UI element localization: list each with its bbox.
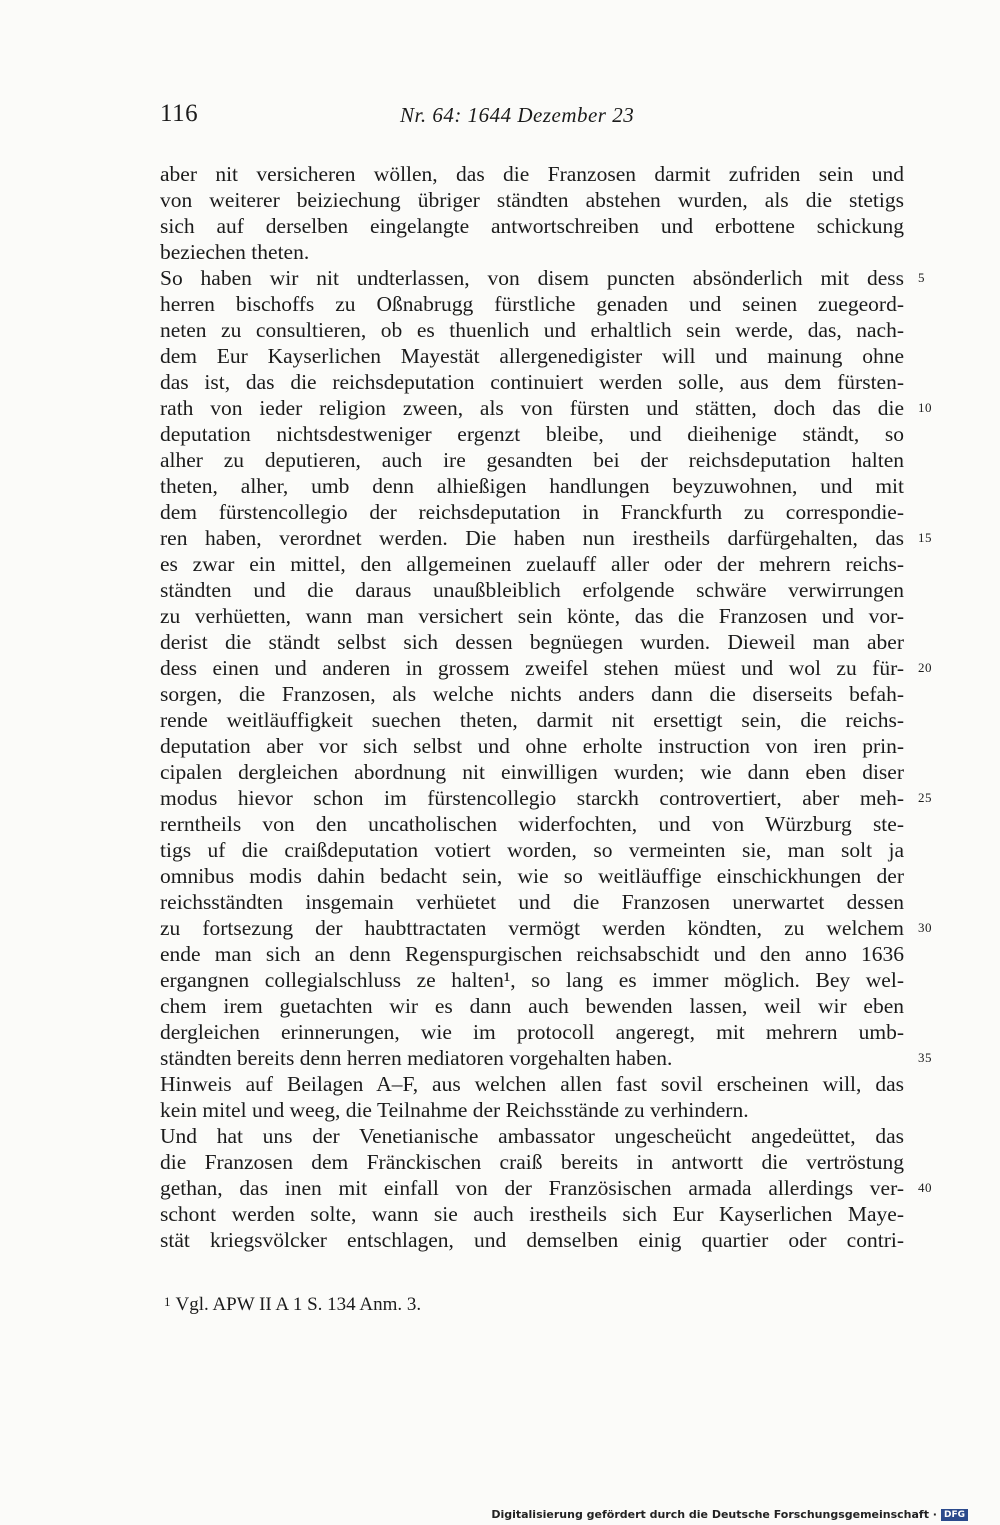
text-line: reichsständten insgemain verhüetet und die Franzosen unerwartet dessen bbox=[160, 890, 904, 914]
text-line: So haben wir nit undterlassen, von disem puncten absönderlich mit dess bbox=[160, 266, 904, 290]
text-line: rath von ieder religion zween, als von fürsten und stätten, doch das die bbox=[160, 396, 904, 420]
text-line: omnibus modis dahin bedacht sein, wie so weitläuffige einschickhungen der bbox=[160, 864, 904, 888]
text-line: dess einen und anderen in grossem zweifel stehen müest und wol zu für- bbox=[160, 656, 904, 680]
text-line: theten, alher, umb denn alhießigen handlungen beyzuwohnen, und mit bbox=[160, 474, 904, 498]
text-line: Und hat uns der Venetianische ambassator ungescheücht angedeüttet, das bbox=[160, 1124, 904, 1148]
text-line: zu fortsezung der haubttractaten vermögt werden köndten, zu welchem bbox=[160, 916, 904, 940]
text-line: es zwar ein mittel, den allgemeinen zuelauff aller oder der mehrern reichs- bbox=[160, 552, 904, 576]
text-line: cipalen dergleichen abordnung nit einwilligen wurden; wie dann eben diser bbox=[160, 760, 904, 784]
text-line: ende man sich an denn Regenspurgischen reichsabschidt und den anno 1636 bbox=[160, 942, 904, 966]
text-line: zu verhüetten, wann man versichert sein könte, das die Franzosen und vor- bbox=[160, 604, 904, 628]
text-line: die Franzosen dem Fränckischen craiß bereits in antwortt die vertröstung bbox=[160, 1150, 904, 1174]
line-number: 15 bbox=[918, 530, 932, 545]
text-line: ergangnen collegialschluss ze halten¹, so lang es immer möglich. Bey wel- bbox=[160, 968, 904, 992]
text-line: dem fürstencollegio der reichsdeputation in Franckfurth zu correspondie- bbox=[160, 500, 904, 524]
line-number: 40 bbox=[918, 1180, 932, 1195]
text-line: von weiterer beiziechung übriger ständten abstehen wurden, als die stetigs bbox=[160, 188, 904, 212]
text-line: dergleichen erinnerungen, wie im protocoll angeregt, mit mehrern umb- bbox=[160, 1020, 904, 1044]
text-line: herren bischoffs zu Oßnabrugg fürstliche genaden und seinen zuegeord- bbox=[160, 292, 904, 316]
text-line: modus hievor schon im fürstencollegio starckh controvertiert, aber meh- bbox=[160, 786, 904, 810]
dfg-logo: DFG bbox=[941, 1509, 968, 1521]
running-head: Nr. 64: 1644 Dezember 23 bbox=[400, 103, 635, 127]
footnote-number: 1 bbox=[164, 1294, 171, 1309]
text-line: Hinweis auf Beilagen A–F, aus welchen allen fast sovil erscheinen will, das bbox=[160, 1072, 904, 1096]
line-number: 5 bbox=[918, 270, 925, 285]
text-line: deputation aber vor sich selbst und ohne erholte instruction von iren prin- bbox=[160, 734, 904, 758]
page-number: 116 bbox=[160, 100, 199, 127]
text-line: kein mitel und weeg, die Teilnahme der Reichsstände zu verhindern. bbox=[160, 1098, 749, 1122]
text-line: alher zu deputieren, auch ire gesandten bei der reichsdeputation halten bbox=[160, 448, 904, 472]
line-number: 10 bbox=[918, 400, 932, 415]
text-line: rerntheils von den uncatholischen widerfochten, und von Würzburg ste- bbox=[160, 812, 904, 836]
text-line: tigs uf die craißdeputation votiert worden, so vermeinten sie, man solt ja bbox=[160, 838, 904, 862]
text-line: beziechen theten. bbox=[160, 240, 310, 264]
text-line: das ist, das die reichsdeputation continuiert werden solle, aus dem fürsten- bbox=[160, 370, 904, 394]
text-line: neten zu consultieren, ob es thuenlich und erhaltlich sein werde, das, nach- bbox=[160, 318, 904, 342]
line-number: 35 bbox=[918, 1050, 932, 1065]
text-line: ren haben, verordnet werden. Die haben nun irestheils darfürgehalten, das bbox=[160, 526, 904, 550]
text-line: dem Eur Kayserlichen Mayestät allergenedigister will und mainung ohne bbox=[160, 344, 904, 368]
text-line: ständten bereits denn herren mediatoren vorgehalten haben. bbox=[160, 1046, 673, 1070]
footnote bbox=[164, 1294, 421, 1316]
credit-text: Digitalisierung gefördert durch die Deutsche Forschungsgemeinschaft · bbox=[491, 1508, 937, 1521]
text-line: derist die ständt selbst sich dessen begnüegen wurden. Dieweil man aber bbox=[160, 630, 904, 654]
text-line: schont werden solte, wann sie auch irestheils sich Eur Kayserlichen Maye- bbox=[160, 1202, 904, 1226]
text-line: rende weitläuffigkeit suechen theten, darmit nit ersettigt sein, die reichs- bbox=[160, 708, 904, 732]
text-line: deputation nichtsdestweniger ergenzt bleibe, und dieihenige ständt, so bbox=[160, 422, 904, 446]
text-line: ständten und die daraus unaußbleiblich erfolgende schwäre verwirrungen bbox=[160, 578, 904, 602]
funding-credit bbox=[491, 1508, 968, 1521]
footnote-text: Vgl. APW II A 1 S. 134 Anm. 3. bbox=[175, 1294, 422, 1315]
line-number: 30 bbox=[918, 920, 932, 935]
text-line: gethan, das inen mit einfall von der Französischen armada allerdings ver- bbox=[160, 1176, 904, 1200]
line-number: 25 bbox=[918, 790, 932, 805]
text-line: aber nit versicheren wöllen, das die Franzosen darmit zufriden sein und bbox=[160, 162, 904, 186]
text-line: chem irem guetachten wir es dann auch bewenden lassen, weil wir eben bbox=[160, 994, 904, 1018]
text-line: sich auf derselben eingelangte antwortschreiben und erbottene schickung bbox=[160, 214, 904, 238]
text-line: stät kriegsvölcker entschlagen, und demselben einig quartier oder contri- bbox=[160, 1228, 904, 1252]
text-line: sorgen, die Franzosen, als welche nichts anders dann die diserseits befah- bbox=[160, 682, 904, 706]
line-number: 20 bbox=[918, 660, 932, 675]
